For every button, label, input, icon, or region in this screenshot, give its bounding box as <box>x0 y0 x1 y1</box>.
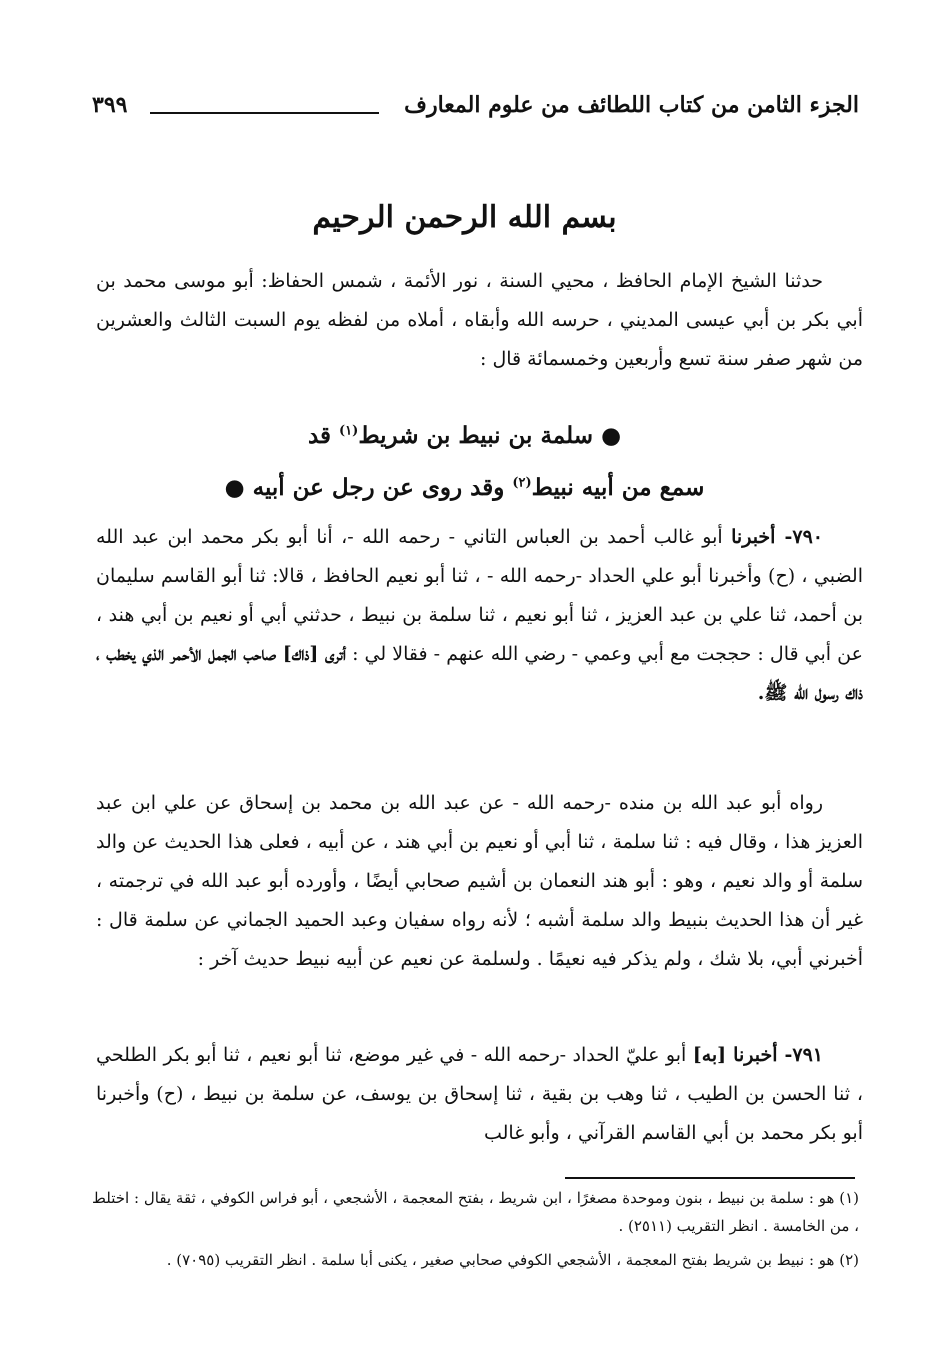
footnotes <box>92 1184 859 1280</box>
intro-paragraph <box>96 262 863 379</box>
commentary-paragraph <box>96 784 863 979</box>
hadith-number: ٧٩١- أخبرنا [به] <box>692 1044 823 1066</box>
hadith-790 <box>96 518 863 713</box>
section-heading <box>100 410 829 514</box>
hadith-matn: أترى [ذاك] صاحب الجمل الأحمر الذي يخطب ، ذاك رسول الله ﷺ. <box>96 643 863 704</box>
footnote-rule <box>565 1177 855 1179</box>
footnote-2: (٢) هو : نبيط بن شريط بفتح المعجمة ، الأشجعي الكوفي صحابي صغير ، يكنى أبا سلمة . انظر التقريب (٧٠٩٥) . <box>166 1251 859 1269</box>
page-number: ٣٩٩ <box>92 92 128 118</box>
basmala: بسم الله الرحمن الرحيم <box>312 200 617 235</box>
running-title: الجزء الثامن من كتاب اللطائف من علوم المعارف <box>404 92 859 118</box>
intro-text: حدثنا الشيخ الإمام الحافظ ، محيي السنة ، نور الأئمة ، شمس الحفاظ: أبو موسى محمد بن أبي بكر بن أبي عيسى المديني ، حرسه الله وأبقاه ، أملاه من لفظه يوم السبت الثالث والعشرين من شهر صفر سنة تسع وأربعين وخمسمائة قال : <box>96 270 863 370</box>
section-heading-line-1 <box>100 410 829 462</box>
header-rule <box>150 112 379 114</box>
hadith-chain: أبو غالب أحمد بن العباس التاني - رحمه الله -، أنا أبو بكر محمد ابن عبد الله الضبي ، (ح) وأخبرنا أبو علي الحداد -رحمه الله - ، ثنا أبو نعيم الحافظ ، قالا: ثنا أبو القاسم سليمان بن أحمد، ثنا علي بن عبد العزيز ، ثنا أبو نعيم ، ثنا سلمة بن نبيط ، حدثني أبي أو نعيم بن أبي هند ، عن أبي قال : حججت مع أبي وعمي - رضي الله عنهم - فقالا لي : <box>96 526 863 665</box>
heading-text-1a: ● سلمة بن نبيط بن شريط <box>358 422 622 449</box>
heading-text-2a: سمع من أبيه نبيط <box>531 474 705 501</box>
footnote-ref-1: (١) <box>339 423 359 439</box>
footnote-ref-2: (٢) <box>512 475 532 491</box>
section-heading-line-2 <box>100 462 829 514</box>
page-header <box>92 92 859 132</box>
footnote-1: (١) هو : سلمة بن نبيط ، بنون وموحدة مصغرًا ، ابن شريط ، بفتح المعجمة ، الأشجعي ، أبو فراس الكوفي ، ثقة يقال : اختلط ، من الخامسة . انظر التقريب (٢٥١١) . <box>92 1189 859 1235</box>
commentary-text: رواه أبو عبد الله بن منده -رحمه الله - عن عبد الله بن محمد بن إسحاق عن علي ابن عبد العزيز هذا ، وقال فيه : ثنا سلمة ، ثنا أبي أو نعيم بن أبي هند ، عن أبيه ، فعلى هذا الحديث عن والد سلمة أو والد نعيم ، وهو : أبو هند النعمان بن أشيم صحابي أيضًا ، وأورده أبو عبد الله في ترجمته ، غير أن هذا الحديث بنبيط والد سلمة أشبه ؛ لأنه رواه سفيان وعبد الحميد الجماني عن سلمة قال : أخبرني أبي، بلا شك ، ولم يذكر فيه نعيمًا . ولسلمة عن نعيم عن أبيه نبيط حديث آخر : <box>96 792 864 970</box>
hadith-790-text <box>96 518 863 713</box>
hadith-number: ٧٩٠- أخبرنا <box>731 526 823 548</box>
hadith-chain: أبو عليّ الحداد -رحمه الله - في غير موضع، ثنا أبو نعيم ، ثنا أبو بكر الطلحي ، ثنا الحسن بن الطيب ، ثنا وهب بن بقية ، ثنا إسحاق بن يوسف، عن سلمة بن نبيط ، (ح) وأخبرنا أبو بكر محمد بن أبي القاسم القرآني ، وأبو غالب <box>96 1044 863 1144</box>
hadith-791-text <box>96 1036 863 1153</box>
heading-text-2b: وقد روى عن رجل عن أبيه ● <box>224 474 513 501</box>
heading-text-1b: قد <box>307 422 340 449</box>
hadith-791 <box>96 1036 863 1153</box>
